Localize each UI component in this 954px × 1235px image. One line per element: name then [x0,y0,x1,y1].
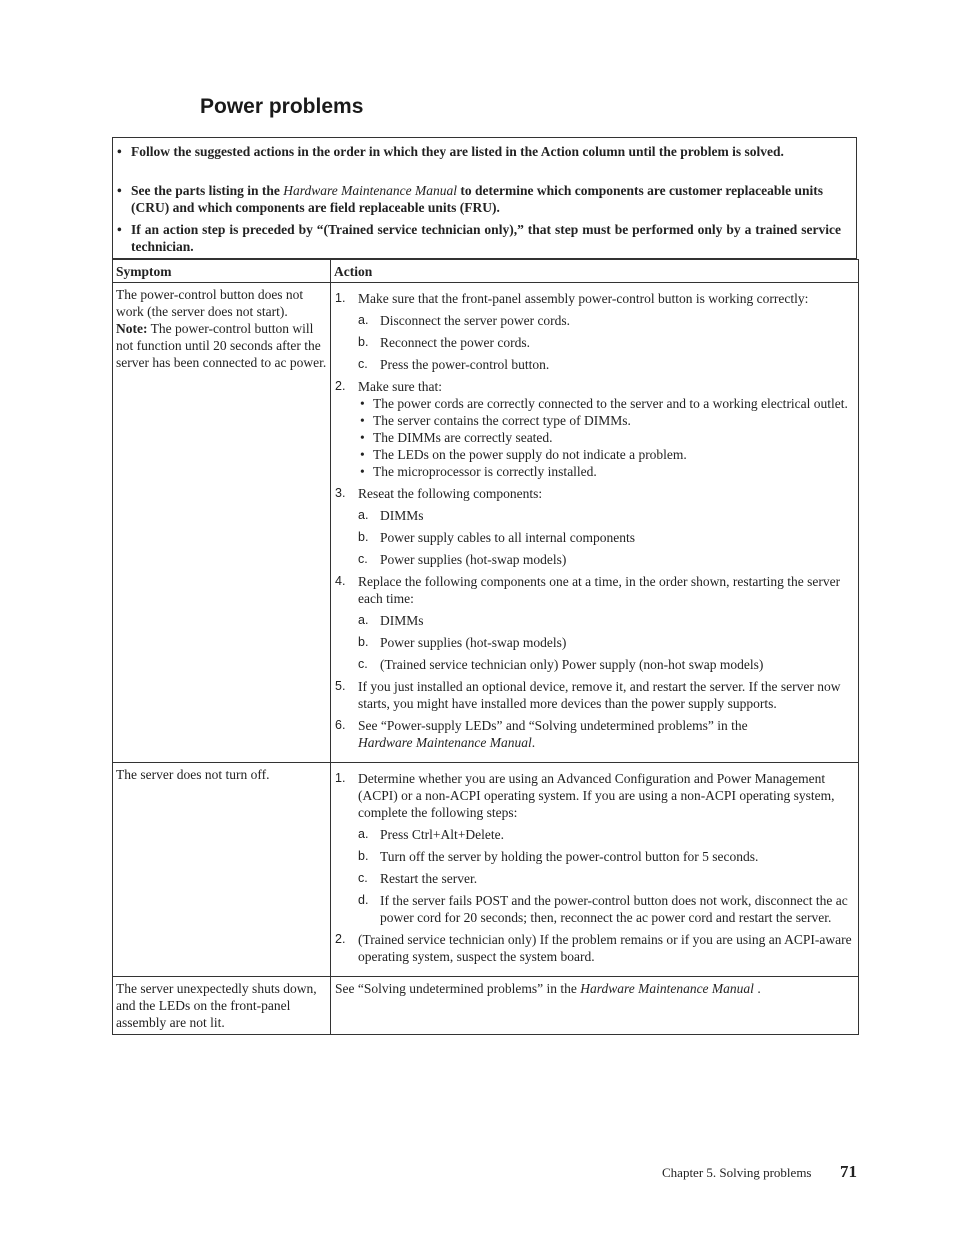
sub-step-letter: b. [358,635,369,649]
sub-step-text: Disconnect the server power cords. [380,313,571,328]
action-step [335,678,854,712]
table-header-row [113,260,859,283]
step-number: 1. [335,771,346,785]
chapter-label: Chapter 5. Solving problems [662,1165,812,1180]
bullet-text: The DIMMs are correctly seated. [373,430,553,445]
symptom-header: Symptom [113,260,331,283]
sub-step-letter: b. [358,335,369,349]
sub-step-text: Power supply cables to all internal components [380,530,635,545]
step-text-main: Replace the following components one at a time, in the order shown, restarting the server each time: [358,574,841,606]
step-text [358,290,854,307]
sub-step-text: DIMMs [380,613,424,628]
page-title: Power problems [200,95,364,118]
step-number: 2. [335,379,346,393]
step-text [358,931,854,965]
sub-step-letter: b. [358,849,369,863]
action-step [335,378,854,480]
page-number: 71 [840,1162,857,1181]
bullet-item [358,395,854,412]
bullet-icon: • [360,464,365,479]
sub-step-letter: a. [358,313,369,327]
bullet-icon: • [360,396,365,411]
step-text [358,717,854,751]
sub-step-letter: a. [358,508,369,522]
step-text-main: (Trained service technician only) If the problem remains or if you are using an ACPI-aware operating system, suspect the system board. [358,932,852,964]
sub-step [358,892,854,926]
bullet-icon: • [360,430,365,445]
step-number: 6. [335,718,346,732]
sub-step [358,634,854,651]
step-text-main: Make sure that: [358,379,442,394]
sub-step [358,312,854,329]
manual-title: Hardware Maintenance Manual [580,981,754,996]
sub-step [358,656,854,673]
table-row [113,283,859,763]
bullet-icon: • [360,447,365,462]
bullet-text: The microprocessor is correctly installed. [373,464,597,479]
table-row [113,763,859,977]
sub-step [358,848,854,865]
notice-text: Follow the suggested actions in the order in which they are listed in the Action column until the problem is solved. [131,144,784,159]
symptom-text: The server unexpectedly shuts down, and the LEDs on the front-panel assembly are not lit. [116,981,317,1030]
sub-step-letter: c. [358,871,368,885]
table-row [113,977,859,1035]
bullet-item [358,412,854,429]
sub-step-text: (Trained service technician only) Power supply (non-hot swap models) [380,657,764,672]
sub-step [358,507,854,524]
table-body [113,283,859,1035]
bullet-item [358,429,854,446]
bullet-icon: • [117,222,122,237]
action-text [335,980,854,997]
step-text [358,378,854,395]
step-text-main: See “Power-supply LEDs” and “Solving undetermined problems” in the [358,718,748,733]
sub-step-text: Power supplies (hot-swap models) [380,552,567,567]
action-text-post: . [753,981,761,996]
sub-step-text: DIMMs [380,508,424,523]
step-number: 4. [335,574,346,588]
step-text [358,678,854,712]
sub-step-text: Turn off the server by holding the power-control button for 5 seconds. [380,849,759,864]
bullet-text: The power cords are correctly connected to the server and to a working electrical outlet. [373,396,848,411]
step-number: 1. [335,291,346,305]
sub-step-letter: c. [358,552,368,566]
step-text [358,573,854,607]
sub-step-text: Power supplies (hot-swap models) [380,635,567,650]
action-cell [331,283,859,763]
sub-step [358,826,854,843]
step-text [358,485,854,502]
symptom-cell [113,283,331,763]
sub-step-text: If the server fails POST and the power-control button does not work, disconnect the ac power cord for 20 seconds; then, reconnect the ac power cord and restart the server. [380,893,848,925]
sub-step-letter: c. [358,657,368,671]
action-step [335,290,854,373]
sub-step-letter: a. [358,613,369,627]
action-step [335,717,854,751]
action-step [335,931,854,965]
sub-step [358,529,854,546]
step-number: 3. [335,486,346,500]
step-text-main: Reseat the following components: [358,486,543,501]
notice-box [112,137,857,259]
sub-step-text: Press Ctrl+Alt+Delete. [380,827,504,842]
action-text-pre: See “Solving undetermined problems” in the [335,981,581,996]
notice-text: If an action step is preceded by “(Trained service technician only),” that step must be performed only by a trained service technician. [131,222,841,254]
bullet-text: The LEDs on the power supply do not indicate a problem. [373,447,687,462]
action-step [335,485,854,568]
problems-table [112,259,859,1035]
sub-step-letter: b. [358,530,369,544]
action-step [335,573,854,673]
step-number: 2. [335,932,346,946]
note-text: The power-control button will not function until 20 seconds after the server has been connected to ac power. [116,321,327,370]
sub-step-letter: a. [358,827,369,841]
bullet-item [358,463,854,480]
sub-step [358,334,854,351]
step-text-main: Determine whether you are using an Advanced Configuration and Power Management (ACPI) or a non-ACPI operating system. If you are using a non-ACPI operating system, complete the following steps: [358,771,835,820]
symptom-text: The server does not turn off. [116,767,270,782]
bullet-icon: • [117,144,122,159]
sub-step-text: Restart the server. [380,871,478,886]
step-text-main: Make sure that the front-panel assembly power-control button is working correctly: [358,291,809,306]
step-text-main: If you just installed an optional device, remove it, and restart the server. If the server now starts, you might have installed more devices than the power supply supports. [358,679,841,711]
sub-step [358,551,854,568]
bullet-item [358,446,854,463]
symptom-cell [113,977,331,1035]
sub-step-text: Reconnect the power cords. [380,335,530,350]
action-header: Action [331,260,859,283]
manual-title: Hardware Maintenance Manual [283,183,457,198]
action-step [335,770,854,926]
step-number: 5. [335,679,346,693]
symptom-text: The power-control button does not work (the server does not start). [116,287,304,319]
bullet-text: The server contains the correct type of DIMMs. [373,413,631,428]
sub-step [358,870,854,887]
action-cell [331,977,859,1035]
bullet-icon: • [117,183,122,198]
sub-step-letter: c. [358,357,368,371]
note-label: Note: [116,321,148,336]
sub-step [358,356,854,373]
step-text [358,770,854,821]
step-text-end: . [531,735,536,750]
sub-step [358,612,854,629]
bullet-icon: • [360,413,365,428]
manual-title: Hardware Maintenance Manual [358,735,532,750]
action-cell [331,763,859,977]
sub-step-text: Press the power-control button. [380,357,550,372]
symptom-cell [113,763,331,977]
sub-step-letter: d. [358,893,369,907]
notice-text: See the parts listing in the Hardware Maintenance Manual to determine which components are customer replaceable units (CRU) and which components are field replaceable units (FRU). [131,183,823,215]
